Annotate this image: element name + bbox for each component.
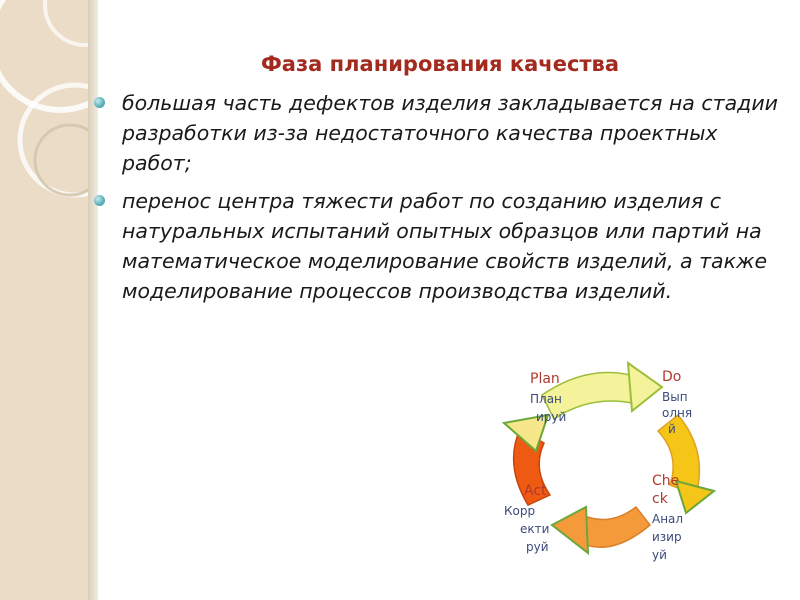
check-sub-3: уй <box>652 548 667 562</box>
do-arrowhead <box>676 481 714 513</box>
act-label: Act <box>524 483 547 499</box>
bullet-dot-icon <box>94 97 105 108</box>
bullet-text: большая часть дефектов изделия закладывается на стадии разработки из-за недостаточного качества проектных работ; <box>122 91 778 175</box>
bullet-item <box>92 88 782 178</box>
pdca-cycle-diagram <box>490 355 730 595</box>
do-label: Do <box>662 369 682 385</box>
plan-sub-2: ируй <box>536 410 567 424</box>
do-sub-3: й <box>668 422 676 436</box>
bullet-text: перенос центра тяжести работ по созданию изделия с натуральных испытаний опытных образцов или партий на математическое моделирование свойств изделий, а также моделирование процессов производства изделий. <box>122 189 768 303</box>
act-sub-3: руй <box>526 540 549 554</box>
check-sub-1: Анал <box>652 512 684 526</box>
plan-arrowhead <box>628 363 662 411</box>
bullet-dot-icon <box>94 195 105 206</box>
bullet-item <box>92 186 782 306</box>
plan-label: Plan <box>530 371 560 387</box>
do-sub-1: Вып <box>662 390 688 404</box>
act-sub-1: Корр <box>504 504 536 518</box>
check-arrowhead <box>552 507 588 553</box>
check-label-2: ck <box>652 491 668 507</box>
check-sub-2: изир <box>652 530 682 544</box>
decorative-sidebar <box>0 0 88 600</box>
slide-title: Фаза планирования качества <box>260 52 620 76</box>
bullet-list <box>92 88 782 314</box>
do-sub-2: олня <box>662 406 693 420</box>
plan-sub-1: План <box>530 392 562 406</box>
sidebar-circles-decoration <box>0 0 88 600</box>
act-sub-2: екти <box>520 522 550 536</box>
check-label-1: Che <box>652 473 680 489</box>
